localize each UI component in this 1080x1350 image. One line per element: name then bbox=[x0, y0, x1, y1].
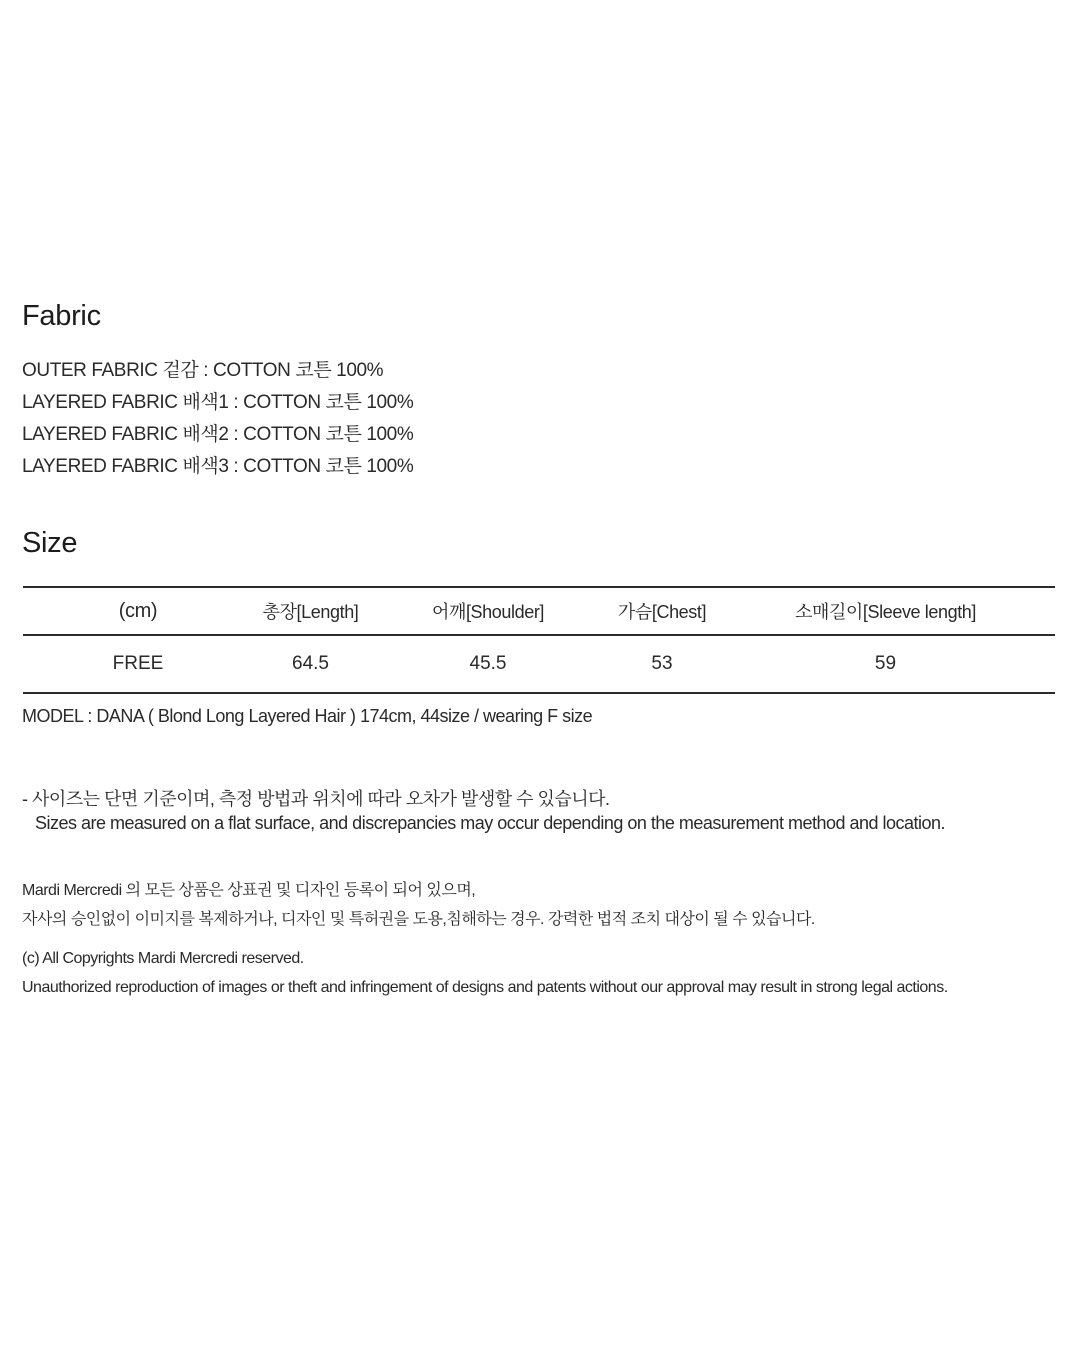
fabric-title: Fabric bbox=[22, 300, 101, 332]
cell-sleeve-length: 59 bbox=[716, 635, 1055, 693]
header-shoulder: 어깨[Shoulder] bbox=[368, 587, 608, 635]
size-title: Size bbox=[22, 527, 78, 559]
header-length: 총장[Length] bbox=[253, 587, 368, 635]
cell-size: FREE bbox=[23, 635, 253, 693]
size-note-english: Sizes are measured on a flat surface, and discrepancies may occur depending on the measurement method and location. bbox=[35, 813, 946, 833]
header-chest: 가슴[Chest] bbox=[608, 587, 716, 635]
size-table bbox=[23, 586, 1055, 694]
legal-english: Unauthorized reproduction of images or theft and infringement of designs and patents without our approval may result in strong legal actions. bbox=[22, 979, 948, 996]
legal-korean-line-1: Mardi Mercredi 의 모든 상품은 상표권 및 디자인 등록이 되어 있으며, bbox=[22, 882, 476, 899]
fabric-line-outer: OUTER FABRIC 겉감 : COTTON 코튼 100% bbox=[22, 360, 384, 381]
model-info: MODEL : DANA ( Blond Long Layered Hair ) 174cm, 44size / wearing F size bbox=[22, 706, 593, 726]
header-unit: (cm) bbox=[23, 587, 253, 635]
size-note-korean: - 사이즈는 단면 기준이며, 측정 방법과 위치에 따라 오차가 발생할 수 있습니다. bbox=[22, 789, 610, 809]
fabric-line-layered-3: LAYERED FABRIC 배색3 : COTTON 코튼 100% bbox=[22, 456, 414, 477]
header-sleeve-length: 소매길이[Sleeve length] bbox=[716, 587, 1055, 635]
legal-korean-line-2: 자사의 승인없이 이미지를 복제하거나, 디자인 및 특허권을 도용,침해하는 경우. 강력한 법적 조치 대상이 될 수 있습니다. bbox=[22, 911, 815, 928]
cell-shoulder: 45.5 bbox=[368, 635, 608, 693]
cell-length: 64.5 bbox=[253, 635, 368, 693]
table-row bbox=[23, 635, 1055, 693]
fabric-line-layered-1: LAYERED FABRIC 배색1 : COTTON 코튼 100% bbox=[22, 392, 414, 413]
size-table-header-row bbox=[23, 587, 1055, 635]
copyright-notice: (c) All Copyrights Mardi Mercredi reserved. bbox=[22, 950, 304, 967]
fabric-line-layered-2: LAYERED FABRIC 배색2 : COTTON 코튼 100% bbox=[22, 424, 414, 445]
cell-chest: 53 bbox=[608, 635, 716, 693]
